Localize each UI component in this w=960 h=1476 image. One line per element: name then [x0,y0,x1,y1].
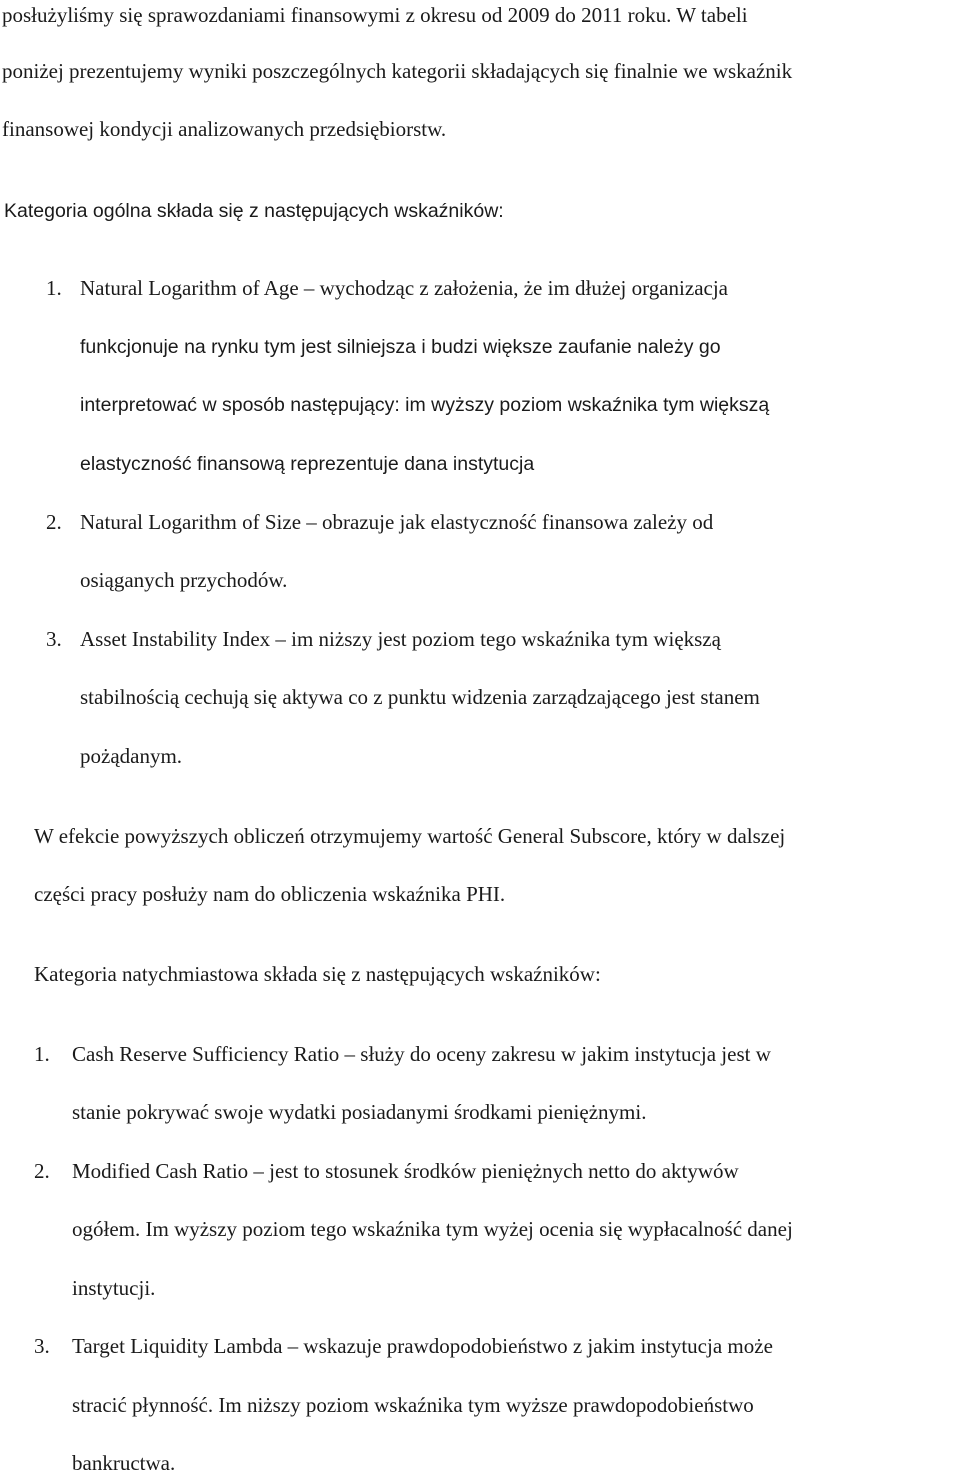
intro-line-1: posłużyliśmy się sprawozdaniami finansowymi z okresu od 2009 do 2011 roku. W tabeli [2,3,748,27]
general-item-1-number: 1. [46,276,62,300]
summary-line-1: W efekcie powyższych obliczeń otrzymujemy wartość General Subscore, który w dalszej [34,824,786,848]
immediate-item-3-line-1: Target Liquidity Lambda – wskazuje prawdopodobieństwo z jakim instytucja może [72,1334,773,1358]
immediate-item-1-line-2: stanie pokrywać swoje wydatki posiadanymi środkami pieniężnymi. [72,1100,647,1124]
immediate-item-3-number: 3. [34,1334,50,1358]
immediate-item-1-number: 1. [34,1042,50,1066]
immediate-item-2-number: 2. [34,1159,50,1183]
immediate-item-2-line-3: instytucji. [72,1276,156,1300]
general-item-2-line-2: osiąganych przychodów. [80,568,288,592]
general-item-1-line-4: elastyczność finansową reprezentuje dana instytucja [80,453,535,475]
general-item-1-line-1: Natural Logarithm of Age – wychodząc z założenia, że im dłużej organizacja [80,276,728,300]
immediate-item-2-line-2: ogółem. Im wyższy poziom tego wskaźnika tym wyżej ocenia się wypłacalność danej [72,1217,793,1241]
intro-line-2: poniżej prezentujemy wyniki poszczególnych kategorii składających się finalnie we wskaźnik [2,59,793,83]
intro-line-3: finansowej kondycji analizowanych przedsiębiorstw. [2,117,447,141]
general-item-1-line-3: interpretować w sposób następujący: im wyższy poziom wskaźnika tym większą [80,394,770,416]
general-item-1-line-2: funkcjonuje na rynku tym jest silniejsza i budzi większe zaufanie należy go [80,336,721,358]
immediate-item-3-line-2: stracić płynność. Im niższy poziom wskaźnika tym wyższe prawdopodobieństwo [72,1393,754,1417]
general-category-heading: Kategoria ogólna składa się z następujących wskaźników: [4,200,504,222]
general-item-3-line-1: Asset Instability Index – im niższy jest poziom tego wskaźnika tym większą [80,627,721,651]
immediate-category-heading: Kategoria natychmiastowa składa się z następujących wskaźników: [34,962,601,986]
general-item-3-number: 3. [46,627,62,651]
immediate-item-2-line-1: Modified Cash Ratio – jest to stosunek środków pieniężnych netto do aktywów [72,1159,739,1183]
immediate-item-1-line-1: Cash Reserve Sufficiency Ratio – służy do oceny zakresu w jakim instytucja jest w [72,1042,771,1066]
general-item-3-line-3: pożądanym. [80,744,183,768]
general-item-3-line-2: stabilnością cechują się aktywa co z punktu widzenia zarządzającego jest stanem [80,685,760,709]
immediate-item-3-line-3: bankructwa. [72,1451,176,1475]
general-item-2-line-1: Natural Logarithm of Size – obrazuje jak elastyczność finansowa zależy od [80,510,714,534]
summary-line-2: części pracy posłuży nam do obliczenia wskaźnika PHI. [34,882,506,906]
general-item-2-number: 2. [46,510,62,534]
